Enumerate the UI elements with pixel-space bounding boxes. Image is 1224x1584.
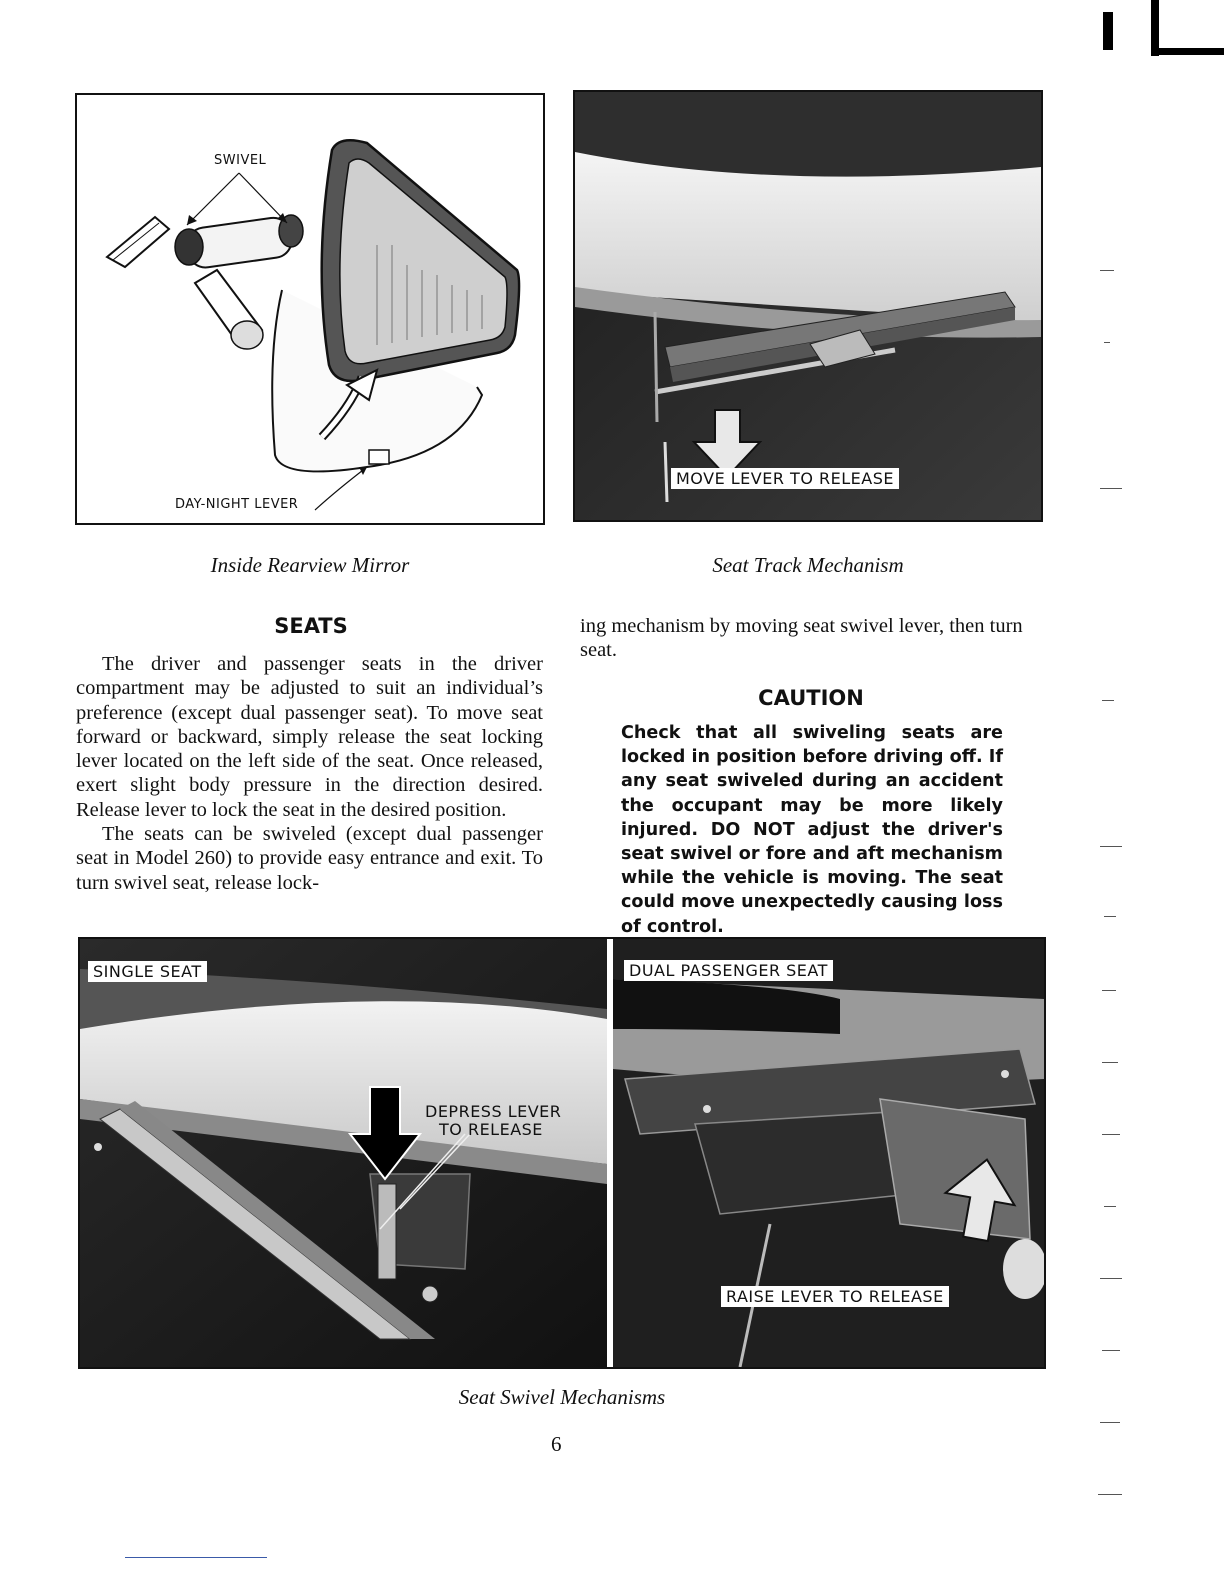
swivel-label: SWIVEL <box>214 153 267 168</box>
edge-mark <box>1102 1134 1120 1135</box>
swivel-figure <box>78 937 1046 1369</box>
single-seat-label: SINGLE SEAT <box>88 961 207 982</box>
page-number: 6 <box>551 1432 562 1456</box>
dual-passenger-seat-label: DUAL PASSENGER SEAT <box>624 960 833 981</box>
raise-lever-label: RAISE LEVER TO RELEASE <box>721 1286 949 1307</box>
edge-mark <box>1100 1422 1120 1423</box>
edge-mark <box>1104 1206 1116 1207</box>
seats-body-left <box>76 652 543 895</box>
seats-paragraph-2-part-2: ing mechanism by moving seat swivel lever, then turn seat. <box>580 615 1023 662</box>
edge-mark <box>1102 990 1116 991</box>
footer-rule <box>125 1557 267 1558</box>
corner-mark-bar <box>1103 12 1113 50</box>
seat-track-figure <box>573 90 1043 522</box>
edge-mark <box>1104 342 1110 343</box>
mirror-caption: Inside Rearview Mirror <box>210 553 410 577</box>
mirror-figure <box>75 93 545 525</box>
seat-track-caption: Seat Track Mechanism <box>712 553 904 577</box>
seats-paragraph-2-part-1: The seats can be swiveled (except dual passenger seat in Model 260) to provide easy entrance and exit. To turn swivel seat, release lock- <box>76 823 543 894</box>
caution-text: Check that all swiveling seats are locked in position before driving off. If any seat swiveled during an accident the occupant may be more likely injured. DO NOT adjust the driver's seat swivel or fore and aft mechanism while the vehicle is moving. The seat could move unexpectedly causing loss of control. <box>621 723 1003 937</box>
seats-heading: SEATS <box>274 614 348 638</box>
edge-mark <box>1100 270 1114 271</box>
edge-mark <box>1104 916 1116 917</box>
edge-mark <box>1100 488 1122 489</box>
caution-heading: CAUTION <box>758 686 864 710</box>
edge-mark <box>1102 1062 1118 1063</box>
edge-mark <box>1102 700 1114 701</box>
edge-mark <box>1102 1350 1120 1351</box>
seats-body-right <box>580 614 1046 663</box>
edge-mark <box>1098 1494 1122 1495</box>
day-night-lever-label: DAY-NIGHT LEVER <box>175 497 299 512</box>
mirror-illustration <box>77 95 543 523</box>
swivel-caption: Seat Swivel Mechanisms <box>458 1385 666 1409</box>
corner-mark-bracket-horizontal <box>1151 48 1224 55</box>
depress-lever-label-line1: DEPRESS LEVER <box>425 1102 562 1121</box>
edge-mark <box>1100 1278 1122 1279</box>
edge-mark <box>1100 846 1122 847</box>
seats-paragraph-1: The driver and passenger seats in the driver compartment may be adjusted to suit an individual’s preference (except dual passenger seat). To move seat forward or backward, simply release the seat locking lever located on the left side of the seat. Once released, exert slight body pressure in the direction desired. Release lever to lock the seat in the desired position. <box>76 653 543 821</box>
move-lever-label: MOVE LEVER TO RELEASE <box>671 468 899 489</box>
seat-track-photo <box>575 92 1041 520</box>
depress-lever-label-line2: TO RELEASE <box>439 1120 543 1139</box>
